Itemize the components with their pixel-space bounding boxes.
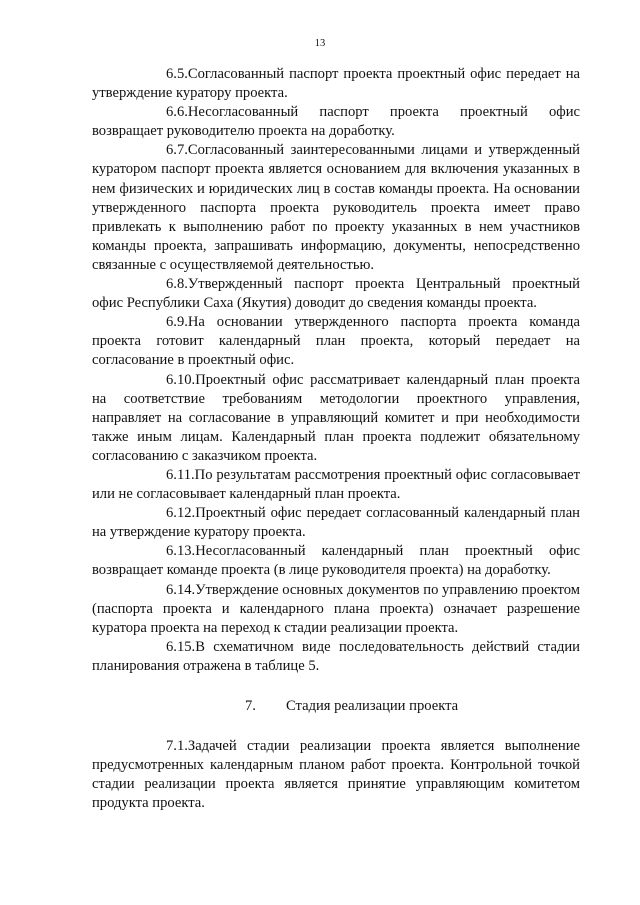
paragraph-number: 6.5. (166, 66, 188, 82)
paragraph-number: 6.15. (166, 638, 196, 655)
paragraph-text: Утвержденный паспорт проекта Центральный проектный офис Республики Саха (Якутия) доводит до сведения команды проекта. (92, 276, 580, 312)
document-body (92, 65, 580, 813)
paragraph-number: 6.14. (166, 581, 196, 598)
paragraph-text: Проектный офис рассматривает календарный план проекта на соответствие требованиям методологии проектного управления, направляет на согласование в управляющий комитет и при необходимости также иным лицам. Календарный план проекта подлежит обязательному согласованию с заказчиком проекта. (92, 371, 580, 464)
section-heading (92, 697, 580, 716)
paragraph-text: На основании утвержденного паспорта проекта команда проекта готовит календарный план проекта, который передает на согласование в проектный офис. (92, 314, 580, 369)
paragraph-text: Согласованный паспорт проекта проектный офис передает на утверждение куратору проекта. (92, 66, 580, 102)
page-number: 13 (314, 38, 326, 49)
paragraph-number: 7.1. (166, 738, 188, 755)
paragraph-number: 6.13. (166, 543, 196, 560)
paragraph-number: 6.7. (166, 142, 188, 159)
paragraph-6-6 (92, 103, 580, 141)
paragraph-6-15 (92, 638, 580, 676)
paragraph-number: 6.11. (166, 466, 195, 483)
paragraph-6-7 (92, 141, 580, 275)
section-number: 7. (245, 698, 256, 714)
paragraph-6-9 (92, 313, 580, 370)
paragraph-6-8 (92, 275, 580, 313)
paragraph-6-11 (92, 466, 580, 504)
paragraph-number: 6.8. (166, 276, 188, 293)
paragraph-text: По результатам рассмотрения проектный офис согласовывает или не согласовывает календарный план проекта. (92, 466, 580, 503)
paragraph-number: 6.6. (166, 104, 188, 121)
paragraph-6-14 (92, 581, 580, 638)
paragraph-text: Согласованный заинтересованными лицами и утвержденный куратором паспорт проекта является основанием для включения указанных в нем физических и юридических лиц в состав команды проекта. На основании утвержденного паспорта проекта руководитель проекта имеет право привлекать к выполнению работ по проекту указанных в нем участников команды проекта, запрашивать информацию, документы, непосредственно связанные с осуществляемой деятельностью. (92, 142, 580, 273)
paragraph-number: 6.12. (166, 505, 196, 522)
paragraph-6-13 (92, 542, 580, 580)
paragraph-text: Несогласованный календарный план проектный офис возвращает команде проекта (в лице руководителя проекта) на доработку. (92, 543, 580, 579)
paragraph-text: В схематичном виде последовательность действий стадии планирования отражена в таблице 5. (92, 638, 580, 674)
paragraph-text: Несогласованный паспорт проекта проектный офис возвращает руководителю проекта на доработку. (92, 104, 580, 140)
paragraph-6-12 (92, 504, 580, 542)
paragraph-text: Проектный офис передает согласованный календарный план на утверждение куратору проекта. (92, 505, 580, 541)
paragraph-6-10 (92, 371, 580, 466)
paragraph-number: 6.9. (166, 314, 188, 331)
section-title: Стадия реализации проекта (286, 698, 459, 714)
paragraph-text: Задачей стадии реализации проекта является выполнение предусмотренных календарным планом работ проекта. Контрольной точкой стадии реализации проекта является принятие управляющим комитетом продукта проекта. (92, 738, 580, 812)
paragraph-7-1 (92, 737, 580, 813)
paragraph-text: Утверждение основных документов по управлению проектом (паспорта проекта и календарного плана проекта) означает разрешение куратора проекта на переход к стадии реализации проекта. (92, 581, 580, 636)
paragraph-number: 6.10. (166, 371, 196, 388)
paragraph-6-5 (92, 65, 580, 103)
